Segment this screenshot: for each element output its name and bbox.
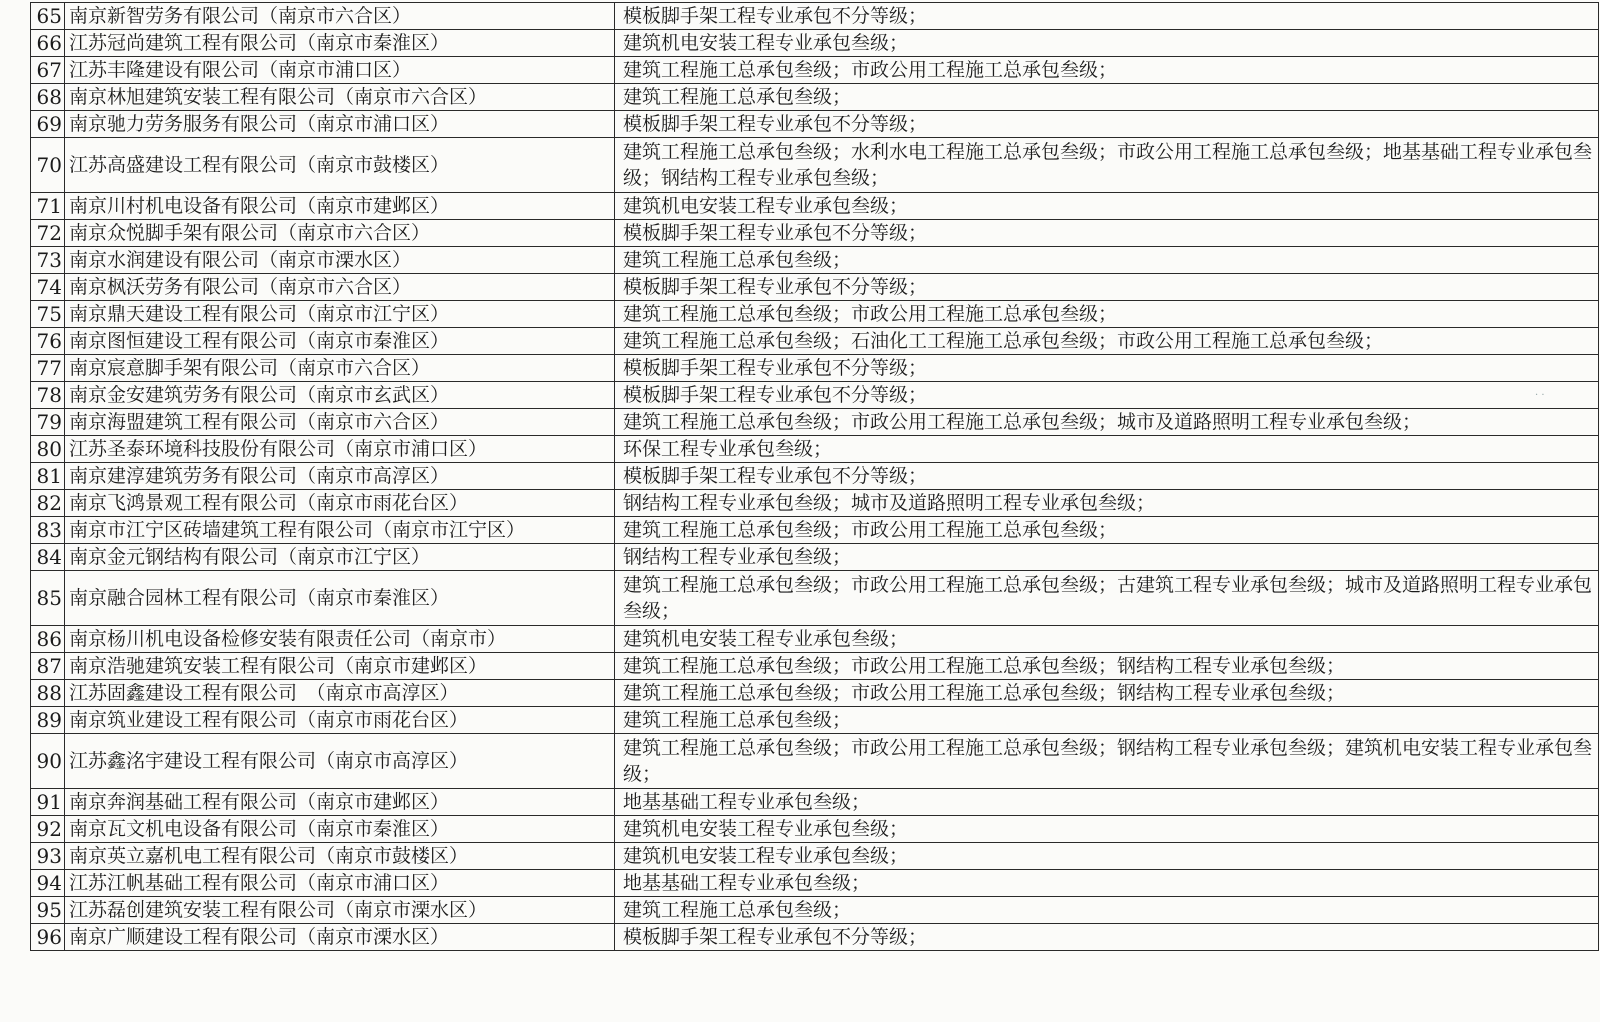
qualification-scope: 建筑机电安装工程专业承包叁级； (615, 30, 1599, 57)
qualification-scope: 钢结构工程专业承包叁级； (615, 544, 1599, 571)
table-row (31, 301, 1599, 328)
row-number: 83 (31, 517, 65, 544)
company-name: 南京驰力劳务服务有限公司（南京市浦口区） (65, 111, 615, 138)
table-row (31, 328, 1599, 355)
row-number: 91 (31, 789, 65, 816)
row-number: 82 (31, 490, 65, 517)
company-name: 南京海盟建筑工程有限公司（南京市六合区） (65, 409, 615, 436)
row-number: 68 (31, 84, 65, 111)
table-row (31, 571, 1599, 626)
qualification-scope: 地基基础工程专业承包叁级； (615, 870, 1599, 897)
qualification-scope: 建筑工程施工总承包叁级； (615, 707, 1599, 734)
qualification-scope: 建筑工程施工总承包叁级；市政公用工程施工总承包叁级； (615, 57, 1599, 84)
table-row (31, 924, 1599, 951)
company-name: 南京英立嘉机电工程有限公司（南京市鼓楼区） (65, 843, 615, 870)
qualification-scope: 建筑工程施工总承包叁级；市政公用工程施工总承包叁级；城市及道路照明工程专业承包叁级； (615, 409, 1599, 436)
qualification-scope: 钢结构工程专业承包叁级；城市及道路照明工程专业承包叁级； (615, 490, 1599, 517)
qualification-scope: 建筑工程施工总承包叁级；市政公用工程施工总承包叁级；古建筑工程专业承包叁级；城市及道路照明工程专业承包叁级； (615, 571, 1599, 626)
row-number: 88 (31, 680, 65, 707)
qualification-table (30, 2, 1599, 951)
company-name: 南京金安建筑劳务有限公司（南京市玄武区） (65, 382, 615, 409)
table-row (31, 57, 1599, 84)
qualification-scope: 建筑工程施工总承包叁级；水利水电工程施工总承包叁级；市政公用工程施工总承包叁级；地基基础工程专业承包叁级；钢结构工程专业承包叁级； (615, 138, 1599, 193)
company-name: 南京奔润基础工程有限公司（南京市建邺区） (65, 789, 615, 816)
table-row (31, 626, 1599, 653)
table-row (31, 843, 1599, 870)
row-number: 70 (31, 138, 65, 193)
company-name: 江苏丰隆建设有限公司（南京市浦口区） (65, 57, 615, 84)
table-row (31, 897, 1599, 924)
qualification-scope: 建筑工程施工总承包叁级；市政公用工程施工总承包叁级；钢结构工程专业承包叁级； (615, 653, 1599, 680)
row-number: 84 (31, 544, 65, 571)
company-name: 南京浩驰建筑安装工程有限公司（南京市建邺区） (65, 653, 615, 680)
company-name: 南京建淳建筑劳务有限公司（南京市高淳区） (65, 463, 615, 490)
qualification-scope: 模板脚手架工程专业承包不分等级； (615, 382, 1599, 409)
row-number: 90 (31, 734, 65, 789)
row-number: 81 (31, 463, 65, 490)
company-name: 江苏圣泰环境科技股份有限公司（南京市浦口区） (65, 436, 615, 463)
table-row (31, 220, 1599, 247)
qualification-scope: 模板脚手架工程专业承包不分等级； (615, 355, 1599, 382)
row-number: 92 (31, 816, 65, 843)
company-name: 南京众悦脚手架有限公司（南京市六合区） (65, 220, 615, 247)
row-number: 74 (31, 274, 65, 301)
qualification-scope: 地基基础工程专业承包叁级； (615, 789, 1599, 816)
qualification-scope: 模板脚手架工程专业承包不分等级； (615, 463, 1599, 490)
row-number: 76 (31, 328, 65, 355)
row-number: 89 (31, 707, 65, 734)
qualification-scope: 建筑工程施工总承包叁级；市政公用工程施工总承包叁级； (615, 301, 1599, 328)
company-name: 南京图恒建设工程有限公司（南京市秦淮区） (65, 328, 615, 355)
table-row (31, 355, 1599, 382)
qualification-scope: 建筑工程施工总承包叁级； (615, 84, 1599, 111)
company-name: 南京川村机电设备有限公司（南京市建邺区） (65, 193, 615, 220)
row-number: 85 (31, 571, 65, 626)
table-row (31, 3, 1599, 30)
company-name: 南京市江宁区砖墙建筑工程有限公司（南京市江宁区） (65, 517, 615, 544)
table-row (31, 816, 1599, 843)
company-name: 南京水润建设有限公司（南京市溧水区） (65, 247, 615, 274)
table-row (31, 138, 1599, 193)
row-number: 79 (31, 409, 65, 436)
qualification-table-body (31, 3, 1599, 951)
company-name: 江苏高盛建设工程有限公司（南京市鼓楼区） (65, 138, 615, 193)
qualification-scope: 建筑工程施工总承包叁级； (615, 897, 1599, 924)
qualification-scope: 建筑工程施工总承包叁级；市政公用工程施工总承包叁级；钢结构工程专业承包叁级；建筑机电安装工程专业承包叁级； (615, 734, 1599, 789)
company-name: 南京鼎天建设工程有限公司（南京市江宁区） (65, 301, 615, 328)
table-row (31, 544, 1599, 571)
company-name: 南京杨川机电设备检修安装有限责任公司（南京市） (65, 626, 615, 653)
qualification-scope: 模板脚手架工程专业承包不分等级； (615, 924, 1599, 951)
table-row (31, 490, 1599, 517)
company-name: 南京瓦文机电设备有限公司（南京市秦淮区） (65, 816, 615, 843)
row-number: 78 (31, 382, 65, 409)
row-number: 71 (31, 193, 65, 220)
company-name: 南京新智劳务有限公司（南京市六合区） (65, 3, 615, 30)
table-row (31, 517, 1599, 544)
row-number: 87 (31, 653, 65, 680)
company-name: 南京林旭建筑安装工程有限公司（南京市六合区） (65, 84, 615, 111)
table-row (31, 84, 1599, 111)
company-name: 江苏江帆基础工程有限公司（南京市浦口区） (65, 870, 615, 897)
table-row (31, 463, 1599, 490)
table-row (31, 274, 1599, 301)
row-number: 65 (31, 3, 65, 30)
qualification-scope: 建筑工程施工总承包叁级；市政公用工程施工总承包叁级；钢结构工程专业承包叁级； (615, 680, 1599, 707)
row-number: 69 (31, 111, 65, 138)
table-row (31, 653, 1599, 680)
row-number: 93 (31, 843, 65, 870)
company-name: 江苏磊创建筑安装工程有限公司（南京市溧水区） (65, 897, 615, 924)
qualification-scope: 建筑机电安装工程专业承包叁级； (615, 843, 1599, 870)
table-row (31, 707, 1599, 734)
company-name: 南京广顺建设工程有限公司（南京市溧水区） (65, 924, 615, 951)
qualification-scope: 模板脚手架工程专业承包不分等级； (615, 220, 1599, 247)
qualification-scope: 模板脚手架工程专业承包不分等级； (615, 274, 1599, 301)
row-number: 94 (31, 870, 65, 897)
table-row (31, 734, 1599, 789)
table-row (31, 382, 1599, 409)
qualification-scope: 建筑工程施工总承包叁级；石油化工工程施工总承包叁级；市政公用工程施工总承包叁级； (615, 328, 1599, 355)
row-number: 96 (31, 924, 65, 951)
company-name: 南京筑业建设工程有限公司（南京市雨花台区） (65, 707, 615, 734)
company-name: 南京枫沃劳务有限公司（南京市六合区） (65, 274, 615, 301)
qualification-scope: 建筑工程施工总承包叁级；市政公用工程施工总承包叁级； (615, 517, 1599, 544)
row-number: 77 (31, 355, 65, 382)
table-row (31, 789, 1599, 816)
table-row (31, 409, 1599, 436)
table-row (31, 870, 1599, 897)
row-number: 80 (31, 436, 65, 463)
qualification-scope: 模板脚手架工程专业承包不分等级； (615, 111, 1599, 138)
table-row (31, 111, 1599, 138)
row-number: 75 (31, 301, 65, 328)
row-number: 72 (31, 220, 65, 247)
company-name: 江苏鑫洺宇建设工程有限公司（南京市高淳区） (65, 734, 615, 789)
qualification-scope: 建筑工程施工总承包叁级； (615, 247, 1599, 274)
table-row (31, 30, 1599, 57)
row-number: 73 (31, 247, 65, 274)
qualification-scope: 环保工程专业承包叁级； (615, 436, 1599, 463)
qualification-scope: 模板脚手架工程专业承包不分等级； (615, 3, 1599, 30)
company-name: 南京融合园林工程有限公司（南京市秦淮区） (65, 571, 615, 626)
row-number: 95 (31, 897, 65, 924)
company-name: 江苏冠尚建筑工程有限公司（南京市秦淮区） (65, 30, 615, 57)
scan-speck: · · (1535, 390, 1545, 401)
table-row (31, 680, 1599, 707)
qualification-scope: 建筑机电安装工程专业承包叁级； (615, 193, 1599, 220)
table-row (31, 247, 1599, 274)
company-name: 南京宸意脚手架有限公司（南京市六合区） (65, 355, 615, 382)
row-number: 67 (31, 57, 65, 84)
table-row (31, 193, 1599, 220)
row-number: 66 (31, 30, 65, 57)
company-name: 南京飞鸿景观工程有限公司（南京市雨花台区） (65, 490, 615, 517)
company-name: 南京金元钢结构有限公司（南京市江宁区） (65, 544, 615, 571)
qualification-scope: 建筑机电安装工程专业承包叁级； (615, 626, 1599, 653)
company-name: 江苏固鑫建设工程有限公司 （南京市高淳区） (65, 680, 615, 707)
table-row (31, 436, 1599, 463)
row-number: 86 (31, 626, 65, 653)
qualification-scope: 建筑机电安装工程专业承包叁级； (615, 816, 1599, 843)
